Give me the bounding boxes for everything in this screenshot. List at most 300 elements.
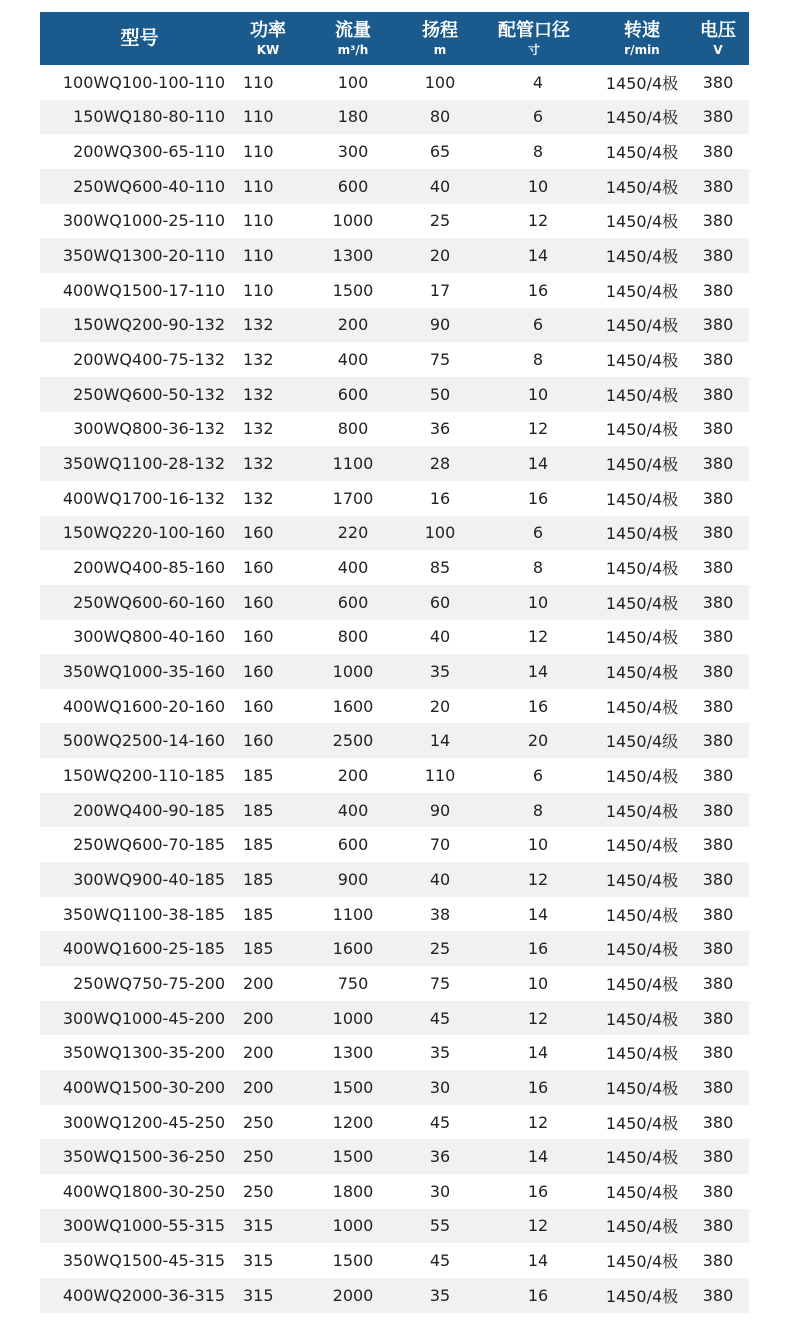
- voltage-cell: 380: [702, 72, 734, 92]
- head-cell: 75: [429, 973, 451, 993]
- head-cell: 90: [429, 800, 451, 820]
- model-cell: 150WQ200-90-132: [73, 315, 225, 335]
- speed-cell: 1450/4极: [605, 1286, 679, 1306]
- table-row: [40, 169, 749, 204]
- head-cell: 60: [429, 592, 451, 612]
- speed-cell: 1450/4极: [605, 420, 679, 440]
- flow-cell: 600: [337, 176, 369, 196]
- speed-cell: 1450/4极: [605, 559, 679, 579]
- head-cell: 40: [429, 627, 451, 647]
- speed-cell: 1450/4极: [605, 1078, 679, 1098]
- flow-cell: 200: [337, 765, 369, 785]
- pipe-cell: 6: [532, 315, 544, 335]
- table-row: [40, 342, 749, 377]
- model-cell: 350WQ1300-35-200: [62, 1043, 225, 1063]
- power-cell: 110: [243, 107, 274, 127]
- speed-cell: 1450/4极: [605, 177, 679, 197]
- flow-cell: 1600: [332, 696, 374, 716]
- power-cell: 160: [243, 696, 274, 716]
- speed-cell: 1450/4极: [605, 974, 679, 994]
- power-cell: 185: [243, 869, 274, 889]
- flow-cell: 1000: [332, 661, 374, 681]
- voltage-cell: 380: [702, 800, 734, 820]
- speed-cell: 1450/4极: [605, 593, 679, 613]
- model-cell: 250WQ750-75-200: [73, 973, 225, 993]
- power-cell: 110: [243, 280, 274, 300]
- header-pipe-title: 配管口径: [498, 19, 570, 41]
- model-cell: 400WQ2000-36-315: [62, 1285, 225, 1305]
- voltage-cell: 380: [702, 523, 734, 543]
- power-cell: 200: [243, 1043, 274, 1063]
- voltage-cell: 380: [702, 315, 734, 335]
- flow-cell: 100: [337, 72, 369, 92]
- pipe-cell: 12: [527, 1112, 549, 1132]
- pump-spec-table: [40, 12, 749, 1313]
- header-head: [409, 12, 471, 65]
- power-cell: 200: [243, 1077, 274, 1097]
- voltage-cell: 380: [702, 869, 734, 889]
- table-row: [40, 897, 749, 932]
- table-row: [40, 446, 749, 481]
- model-cell: 350WQ1500-36-250: [62, 1147, 225, 1167]
- voltage-cell: 380: [702, 1077, 734, 1097]
- model-cell: 150WQ180-80-110: [73, 107, 225, 127]
- voltage-cell: 380: [702, 627, 734, 647]
- model-cell: 400WQ1600-20-160: [62, 696, 225, 716]
- table-row: [40, 862, 749, 897]
- model-cell: 150WQ220-100-160: [62, 523, 225, 543]
- table-header: [40, 12, 749, 65]
- table-row: [40, 412, 749, 447]
- table-row: [40, 620, 749, 655]
- speed-cell: 1450/4极: [605, 385, 679, 405]
- pipe-cell: 14: [527, 904, 549, 924]
- header-flow-title: 流量: [335, 19, 371, 41]
- head-cell: 35: [429, 1285, 451, 1305]
- model-cell: 200WQ400-90-185: [73, 800, 225, 820]
- voltage-cell: 380: [702, 1285, 734, 1305]
- flow-cell: 1100: [332, 454, 374, 474]
- model-cell: 300WQ900-40-185: [73, 869, 225, 889]
- speed-cell: 1450/4极: [605, 1044, 679, 1064]
- speed-cell: 1450/4极: [605, 143, 679, 163]
- header-flow: [297, 12, 409, 65]
- header-power: [239, 12, 297, 65]
- flow-cell: 800: [337, 627, 369, 647]
- head-cell: 20: [429, 696, 451, 716]
- header-head-title: 扬程: [422, 19, 458, 41]
- power-cell: 160: [243, 731, 274, 751]
- flow-cell: 1000: [332, 1216, 374, 1236]
- table-row: [40, 1035, 749, 1070]
- table-row: [40, 204, 749, 239]
- speed-cell: 1450/4极: [605, 455, 679, 475]
- speed-cell: 1450/4极: [605, 628, 679, 648]
- model-cell: 250WQ600-60-160: [73, 592, 225, 612]
- power-cell: 110: [243, 142, 274, 162]
- power-cell: 185: [243, 835, 274, 855]
- voltage-cell: 380: [702, 142, 734, 162]
- header-voltage-unit: V: [713, 42, 723, 57]
- table-body: [40, 65, 749, 1313]
- table-row: [40, 827, 749, 862]
- model-cell: 250WQ600-40-110: [73, 176, 225, 196]
- table-row: [40, 1139, 749, 1174]
- header-model: [40, 12, 239, 65]
- pipe-cell: 6: [532, 107, 544, 127]
- model-cell: 200WQ400-85-160: [73, 558, 225, 578]
- flow-cell: 180: [337, 107, 369, 127]
- flow-cell: 1000: [332, 211, 374, 231]
- pipe-cell: 16: [527, 1077, 549, 1097]
- flow-cell: 300: [337, 142, 369, 162]
- flow-cell: 600: [337, 384, 369, 404]
- table-row: [40, 793, 749, 828]
- pipe-cell: 14: [527, 1043, 549, 1063]
- voltage-cell: 380: [702, 1181, 734, 1201]
- head-cell: 75: [429, 350, 451, 370]
- power-cell: 200: [243, 973, 274, 993]
- voltage-cell: 380: [702, 939, 734, 959]
- table-row: [40, 516, 749, 551]
- flow-cell: 200: [337, 315, 369, 335]
- table-row: [40, 585, 749, 620]
- head-cell: 55: [429, 1216, 451, 1236]
- table-row: [40, 1174, 749, 1209]
- flow-cell: 1600: [332, 939, 374, 959]
- flow-cell: 600: [337, 835, 369, 855]
- voltage-cell: 380: [702, 904, 734, 924]
- head-cell: 70: [429, 835, 451, 855]
- power-cell: 185: [243, 765, 274, 785]
- head-cell: 25: [429, 211, 451, 231]
- pipe-cell: 8: [532, 350, 544, 370]
- speed-cell: 1450/4极: [605, 836, 679, 856]
- speed-cell: 1450/4极: [605, 1217, 679, 1237]
- power-cell: 185: [243, 939, 274, 959]
- head-cell: 80: [429, 107, 451, 127]
- speed-cell: 1450/4极: [605, 1148, 679, 1168]
- head-cell: 30: [429, 1077, 451, 1097]
- head-cell: 20: [429, 246, 451, 266]
- pipe-cell: 16: [527, 696, 549, 716]
- power-cell: 160: [243, 661, 274, 681]
- power-cell: 185: [243, 800, 274, 820]
- speed-cell: 1450/4极: [605, 351, 679, 371]
- table-row: [40, 134, 749, 169]
- head-cell: 100: [424, 523, 456, 543]
- head-cell: 45: [429, 1251, 451, 1271]
- table-row: [40, 689, 749, 724]
- head-cell: 35: [429, 661, 451, 681]
- voltage-cell: 380: [702, 973, 734, 993]
- pipe-cell: 14: [527, 1147, 549, 1167]
- table-row: [40, 931, 749, 966]
- flow-cell: 1800: [332, 1181, 374, 1201]
- speed-cell: 1450/4极: [605, 212, 679, 232]
- model-cell: 100WQ100-100-110: [62, 72, 225, 92]
- speed-cell: 1450/4极: [605, 489, 679, 509]
- flow-cell: 1000: [332, 1008, 374, 1028]
- table-row: [40, 966, 749, 1001]
- header-voltage-title: 电压: [700, 19, 736, 41]
- power-cell: 132: [243, 454, 274, 474]
- pipe-cell: 20: [527, 731, 549, 751]
- power-cell: 315: [243, 1285, 274, 1305]
- speed-cell: 1450/4极: [605, 1252, 679, 1272]
- power-cell: 315: [243, 1251, 274, 1271]
- speed-cell: 1450/4极: [605, 1182, 679, 1202]
- voltage-cell: 380: [702, 350, 734, 370]
- flow-cell: 1500: [332, 1251, 374, 1271]
- model-cell: 350WQ1100-28-132: [62, 454, 225, 474]
- table-row: [40, 273, 749, 308]
- head-cell: 45: [429, 1008, 451, 1028]
- speed-cell: 1450/4极: [605, 1113, 679, 1133]
- pipe-cell: 4: [532, 72, 544, 92]
- table-row: [40, 65, 749, 100]
- model-cell: 400WQ1700-16-132: [62, 488, 225, 508]
- speed-cell: 1450/4极: [605, 801, 679, 821]
- head-cell: 65: [429, 142, 451, 162]
- table-row: [40, 758, 749, 793]
- pipe-cell: 8: [532, 800, 544, 820]
- speed-cell: 1450/4极: [605, 766, 679, 786]
- model-cell: 300WQ1000-55-315: [62, 1216, 225, 1236]
- voltage-cell: 380: [702, 765, 734, 785]
- head-cell: 100: [424, 72, 456, 92]
- table-row: [40, 481, 749, 516]
- flow-cell: 400: [337, 800, 369, 820]
- model-cell: 300WQ1000-25-110: [62, 211, 225, 231]
- power-cell: 132: [243, 419, 274, 439]
- voltage-cell: 380: [702, 1147, 734, 1167]
- head-cell: 35: [429, 1043, 451, 1063]
- voltage-cell: 380: [702, 1216, 734, 1236]
- voltage-cell: 380: [702, 1043, 734, 1063]
- pipe-cell: 16: [527, 488, 549, 508]
- model-cell: 300WQ800-36-132: [73, 419, 225, 439]
- header-flow-unit: m³/h: [337, 42, 369, 57]
- head-cell: 85: [429, 558, 451, 578]
- flow-cell: 400: [337, 350, 369, 370]
- voltage-cell: 380: [702, 661, 734, 681]
- table-row: [40, 1209, 749, 1244]
- power-cell: 250: [243, 1147, 274, 1167]
- voltage-cell: 380: [702, 488, 734, 508]
- table-row: [40, 100, 749, 135]
- voltage-cell: 380: [702, 696, 734, 716]
- model-cell: 300WQ1200-45-250: [62, 1112, 225, 1132]
- table-row: [40, 1278, 749, 1313]
- speed-cell: 1450/4极: [605, 108, 679, 128]
- table-row: [40, 550, 749, 585]
- pipe-cell: 8: [532, 558, 544, 578]
- head-cell: 28: [429, 454, 451, 474]
- power-cell: 185: [243, 904, 274, 924]
- voltage-cell: 380: [702, 835, 734, 855]
- pipe-cell: 16: [527, 939, 549, 959]
- header-row: [40, 12, 749, 65]
- head-cell: 36: [429, 1147, 451, 1167]
- voltage-cell: 380: [702, 419, 734, 439]
- flow-cell: 750: [337, 973, 369, 993]
- flow-cell: 1500: [332, 1147, 374, 1167]
- flow-cell: 800: [337, 419, 369, 439]
- power-cell: 110: [243, 211, 274, 231]
- table-row: [40, 654, 749, 689]
- power-cell: 110: [243, 72, 274, 92]
- table-row: [40, 377, 749, 412]
- voltage-cell: 380: [702, 558, 734, 578]
- model-cell: 200WQ400-75-132: [73, 350, 225, 370]
- pipe-cell: 16: [527, 1285, 549, 1305]
- table-row: [40, 1001, 749, 1036]
- model-cell: 250WQ600-50-132: [73, 384, 225, 404]
- flow-cell: 1500: [332, 1077, 374, 1097]
- head-cell: 40: [429, 176, 451, 196]
- flow-cell: 1300: [332, 246, 374, 266]
- head-cell: 110: [424, 765, 456, 785]
- voltage-cell: 380: [702, 107, 734, 127]
- power-cell: 132: [243, 350, 274, 370]
- pipe-cell: 10: [527, 592, 549, 612]
- speed-cell: 1450/4极: [605, 316, 679, 336]
- flow-cell: 1700: [332, 488, 374, 508]
- model-cell: 350WQ1300-20-110: [62, 246, 225, 266]
- speed-cell: 1450/4极: [605, 281, 679, 301]
- pipe-cell: 10: [527, 973, 549, 993]
- flow-cell: 900: [337, 869, 369, 889]
- header-pipe-unit: 寸: [527, 42, 540, 57]
- table-row: [40, 1105, 749, 1140]
- voltage-cell: 380: [702, 211, 734, 231]
- head-cell: 17: [429, 280, 451, 300]
- flow-cell: 400: [337, 558, 369, 578]
- pipe-cell: 12: [527, 211, 549, 231]
- power-cell: 160: [243, 523, 274, 543]
- pipe-cell: 10: [527, 384, 549, 404]
- model-cell: 400WQ1500-17-110: [62, 280, 225, 300]
- pipe-cell: 8: [532, 142, 544, 162]
- pipe-cell: 10: [527, 835, 549, 855]
- header-power-unit: KW: [256, 42, 280, 57]
- pipe-cell: 12: [527, 1216, 549, 1236]
- power-cell: 250: [243, 1181, 274, 1201]
- voltage-cell: 380: [702, 454, 734, 474]
- model-cell: 350WQ1500-45-315: [62, 1251, 225, 1271]
- flow-cell: 2000: [332, 1285, 374, 1305]
- speed-cell: 1450/4极: [605, 940, 679, 960]
- power-cell: 160: [243, 592, 274, 612]
- pipe-cell: 16: [527, 280, 549, 300]
- flow-cell: 1200: [332, 1112, 374, 1132]
- table-row: [40, 308, 749, 343]
- voltage-cell: 380: [702, 280, 734, 300]
- model-cell: 200WQ300-65-110: [73, 142, 225, 162]
- voltage-cell: 380: [702, 1251, 734, 1271]
- speed-cell: 1450/4极: [605, 73, 679, 93]
- power-cell: 315: [243, 1216, 274, 1236]
- model-cell: 250WQ600-70-185: [73, 835, 225, 855]
- model-cell: 350WQ1000-35-160: [62, 661, 225, 681]
- power-cell: 200: [243, 1008, 274, 1028]
- power-cell: 160: [243, 558, 274, 578]
- model-cell: 300WQ1000-45-200: [62, 1008, 225, 1028]
- voltage-cell: 380: [702, 246, 734, 266]
- header-model-title: 型号: [120, 27, 159, 49]
- voltage-cell: 380: [702, 1008, 734, 1028]
- speed-cell: 1450/4级: [605, 732, 679, 752]
- flow-cell: 2500: [332, 731, 374, 751]
- power-cell: 250: [243, 1112, 274, 1132]
- pipe-cell: 10: [527, 176, 549, 196]
- pipe-cell: 14: [527, 1251, 549, 1271]
- voltage-cell: 380: [702, 384, 734, 404]
- speed-cell: 1450/4极: [605, 905, 679, 925]
- table-row: [40, 1243, 749, 1278]
- flow-cell: 1100: [332, 904, 374, 924]
- head-cell: 16: [429, 488, 451, 508]
- pipe-cell: 12: [527, 419, 549, 439]
- model-cell: 350WQ1100-38-185: [62, 904, 225, 924]
- header-speed-title: 转速: [624, 19, 660, 41]
- voltage-cell: 380: [702, 1112, 734, 1132]
- voltage-cell: 380: [702, 176, 734, 196]
- speed-cell: 1450/4极: [605, 870, 679, 890]
- table-row: [40, 1070, 749, 1105]
- voltage-cell: 380: [702, 731, 734, 751]
- head-cell: 14: [429, 731, 451, 751]
- pipe-cell: 12: [527, 869, 549, 889]
- header-speed: [597, 12, 687, 65]
- head-cell: 25: [429, 939, 451, 959]
- table-row: [40, 723, 749, 758]
- model-cell: 500WQ2500-14-160: [62, 731, 225, 751]
- flow-cell: 220: [337, 523, 369, 543]
- pipe-cell: 14: [527, 661, 549, 681]
- flow-cell: 1500: [332, 280, 374, 300]
- flow-cell: 1300: [332, 1043, 374, 1063]
- model-cell: 400WQ1600-25-185: [62, 939, 225, 959]
- head-cell: 30: [429, 1181, 451, 1201]
- head-cell: 50: [429, 384, 451, 404]
- pipe-cell: 12: [527, 1008, 549, 1028]
- model-cell: 300WQ800-40-160: [73, 627, 225, 647]
- header-head-unit: m: [433, 42, 447, 57]
- head-cell: 40: [429, 869, 451, 889]
- head-cell: 90: [429, 315, 451, 335]
- power-cell: 132: [243, 315, 274, 335]
- flow-cell: 600: [337, 592, 369, 612]
- head-cell: 45: [429, 1112, 451, 1132]
- table-row: [40, 238, 749, 273]
- header-pipe: [471, 12, 597, 65]
- model-cell: 400WQ1800-30-250: [62, 1181, 225, 1201]
- speed-cell: 1450/4极: [605, 697, 679, 717]
- pipe-cell: 14: [527, 246, 549, 266]
- power-cell: 132: [243, 488, 274, 508]
- voltage-cell: 380: [702, 592, 734, 612]
- pipe-cell: 12: [527, 627, 549, 647]
- power-cell: 132: [243, 384, 274, 404]
- header-speed-unit: r/min: [624, 42, 660, 57]
- model-cell: 400WQ1500-30-200: [62, 1077, 225, 1097]
- header-power-title: 功率: [250, 19, 286, 41]
- head-cell: 38: [429, 904, 451, 924]
- speed-cell: 1450/4极: [605, 524, 679, 544]
- pipe-cell: 6: [532, 523, 544, 543]
